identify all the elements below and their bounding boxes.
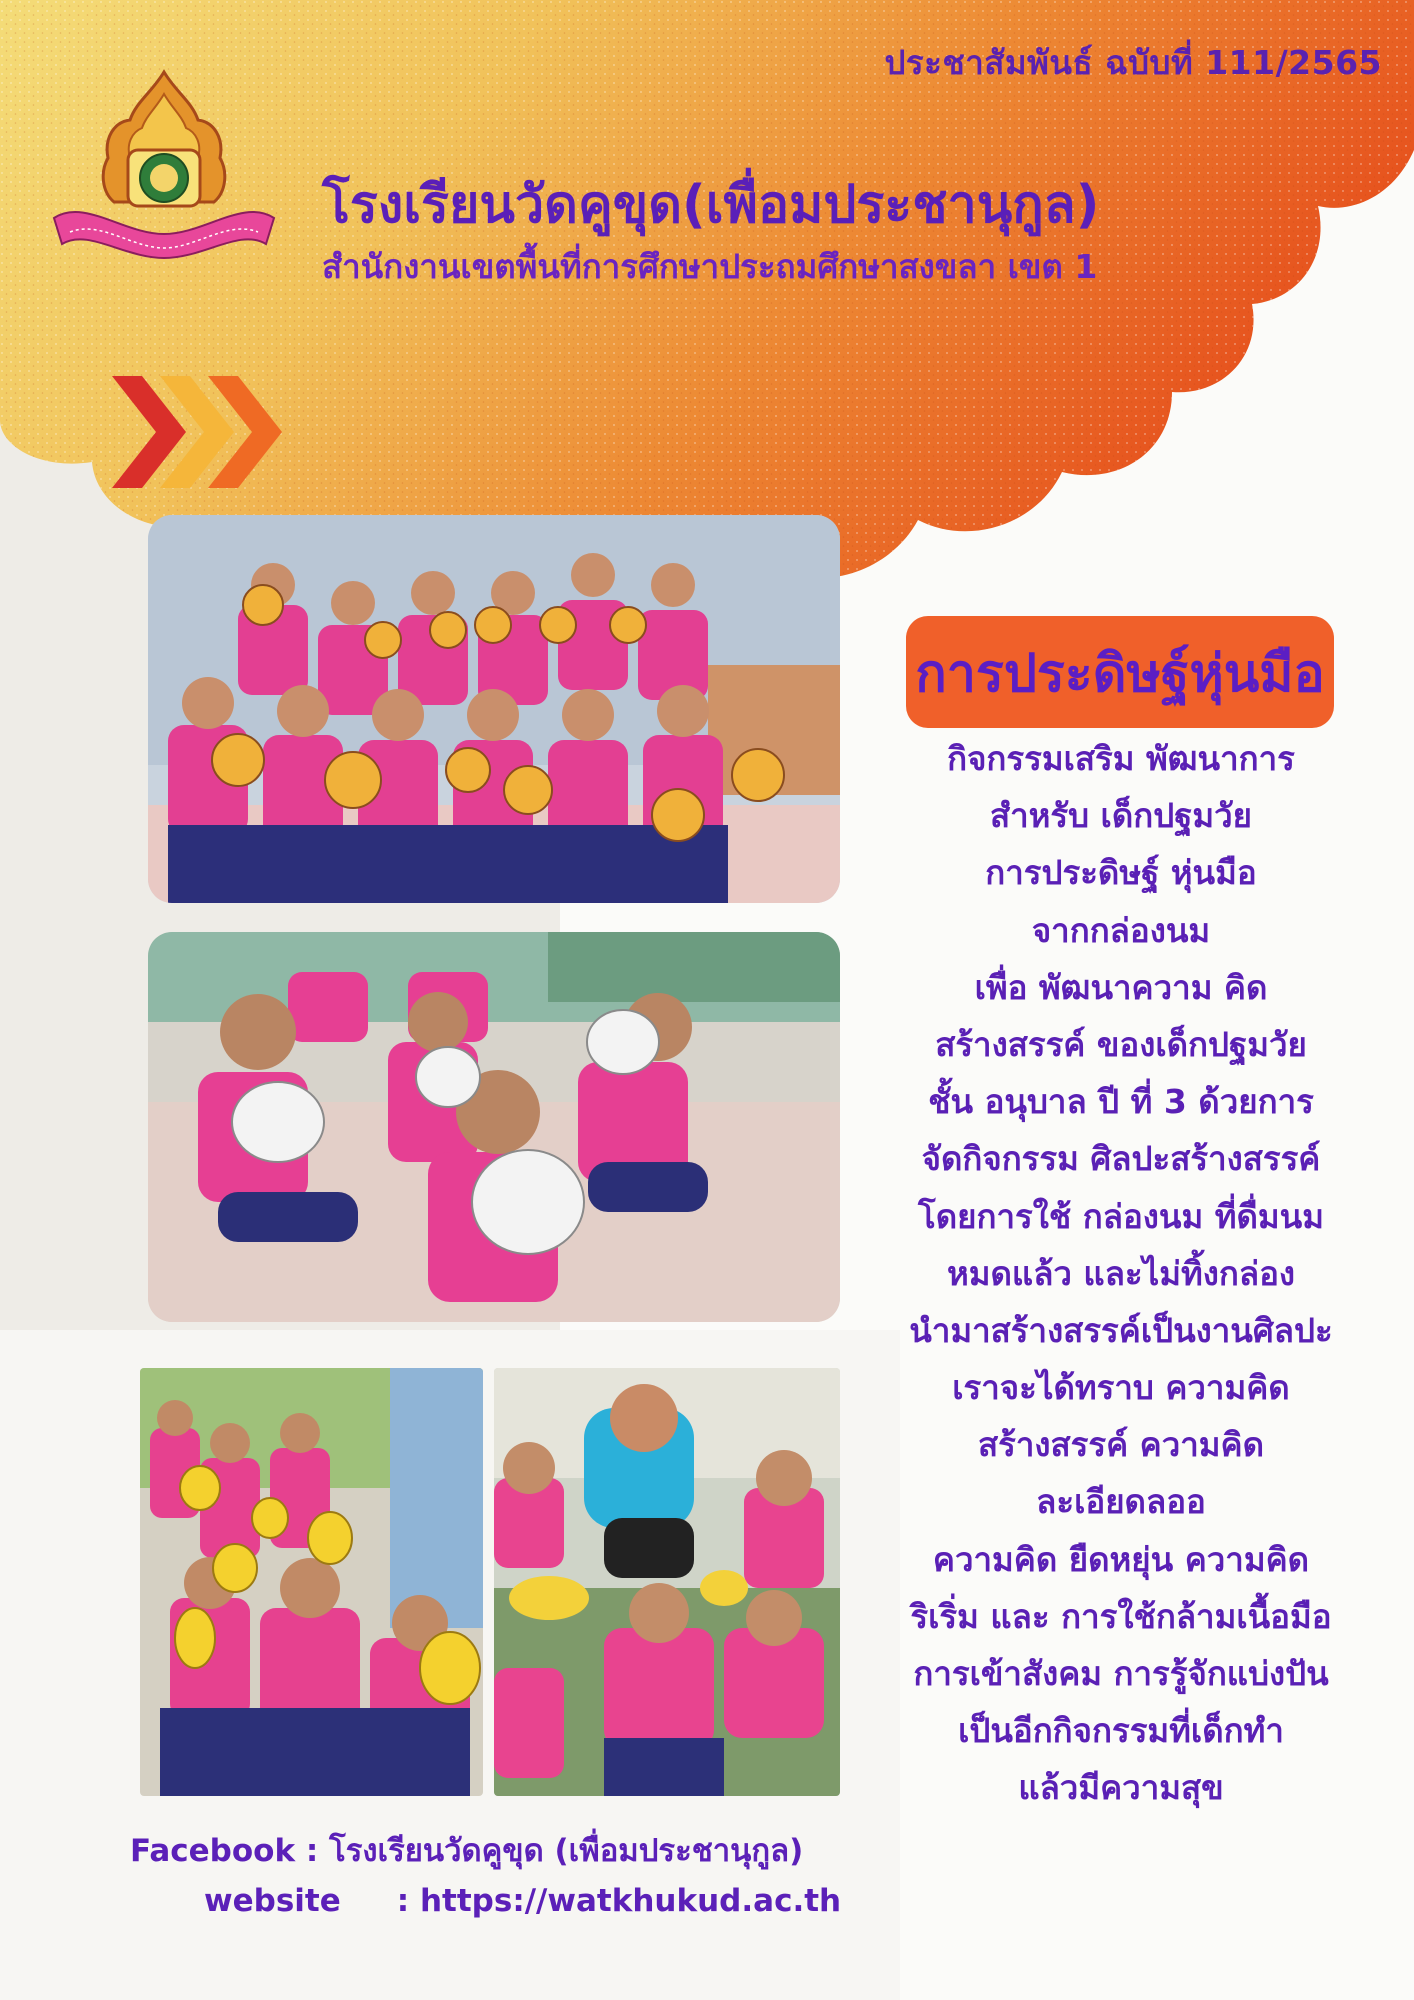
website-link[interactable]: : https://watkhukud.ac.th: [396, 1883, 842, 1919]
website-line: [204, 1883, 841, 1919]
body-line: การเข้าสังคม การรู้จักแบ่งปัน: [913, 1654, 1329, 1693]
school-name: โรงเรียนวัดคูขุด(เพื่อมประชานุกูล): [322, 175, 1100, 235]
body-line: แล้วมีความสุข: [1018, 1768, 1224, 1808]
article-title: การประดิษฐ์หุ่นมือ: [906, 616, 1334, 728]
body-line: จัดกิจกรรม ศิลปะสร้างสรรค์: [921, 1139, 1321, 1179]
website-label: website: [204, 1883, 341, 1919]
photo-children-sitting: [148, 932, 840, 1322]
education-office-name: สำนักงานเขตพื้นที่การศึกษาประถมศึกษาสงขลา เขต 1: [322, 247, 1098, 286]
body-line: เพื่อ พัฒนาความ คิด: [974, 967, 1268, 1007]
body-line: สร้างสรรค์ ความคิด: [977, 1425, 1265, 1465]
body-line: ริเริ่ม และ การใช้กล้ามเนื้อมือ: [910, 1596, 1332, 1636]
body-line: เราจะได้ทราบ ความคิด: [952, 1368, 1290, 1408]
photo-children-yellow-puppets: [140, 1368, 483, 1796]
body-line: ละเอียดลออ: [1036, 1482, 1206, 1522]
photo-teacher-with-children: [494, 1368, 840, 1796]
facebook-link[interactable]: Facebook : โรงเรียนวัดคูขุด (เพื่อมประชานุกูล): [130, 1833, 804, 1869]
article-body: [862, 730, 1380, 1817]
body-line: ความคิด ยืดหยุ่น ความคิด: [932, 1539, 1310, 1579]
body-line: การประดิษฐ์ หุ่นมือ: [985, 853, 1257, 893]
body-line: หมดแล้ว และไม่ทิ้งกล่อง: [946, 1253, 1295, 1293]
photo-group-with-puppets: [148, 515, 840, 903]
chevron-arrows-icon: [108, 372, 288, 492]
body-line: เป็นอีกกิจกรรมที่เด็กทำ: [958, 1711, 1284, 1751]
body-line: โดยการใช้ กล่องนม ที่ดื่มนม: [918, 1196, 1324, 1236]
body-line: จากกล่องนม: [1031, 910, 1211, 950]
body-line: สร้างสรรค์ ของเด็กปฐมวัย: [935, 1024, 1307, 1064]
issue-number: ประชาสัมพันธ์ ฉบับที่ 111/2565: [884, 43, 1382, 82]
body-line: ชั้น อนุบาล ปี ที่ 3 ด้วยการ: [928, 1082, 1314, 1122]
body-line: กิจกรรมเสริม พัฒนาการ: [947, 739, 1295, 778]
body-line: สำหรับ เด็กปฐมวัย: [989, 796, 1253, 836]
school-emblem-logo: [44, 68, 284, 268]
body-line: นำมาสร้างสรรค์เป็นงานศิลปะ: [909, 1310, 1333, 1350]
